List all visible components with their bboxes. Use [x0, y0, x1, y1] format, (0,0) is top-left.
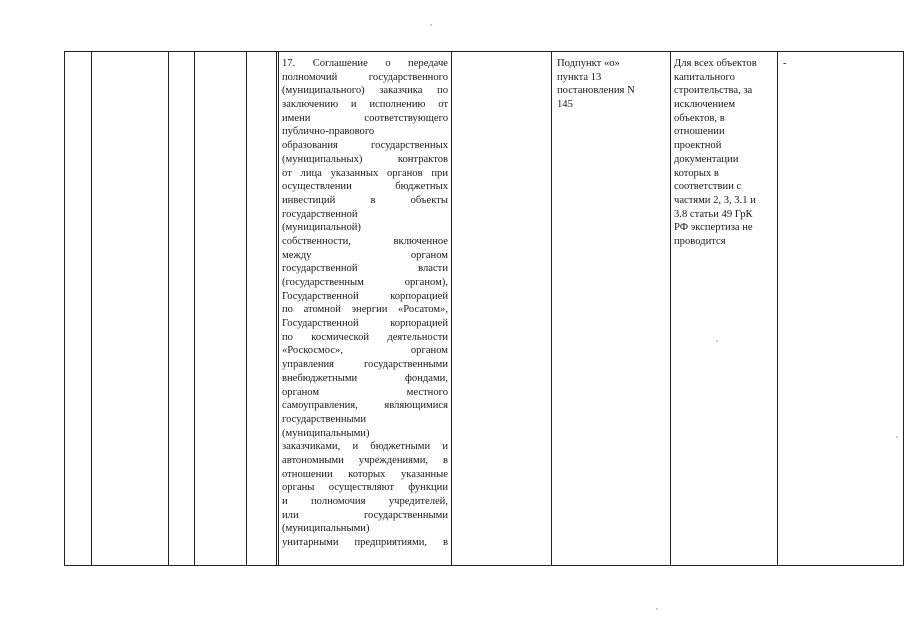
column-divider: [451, 51, 452, 566]
condition-line: частями 2, 3, 3.1 и: [674, 194, 756, 206]
description-line: «Роскосмос», органом: [282, 345, 448, 357]
description-line: образования государственных: [282, 140, 448, 152]
basis-line: постановления N: [557, 85, 635, 97]
description-line: собственности, включенное: [282, 235, 448, 247]
condition-line: проектной: [674, 140, 722, 152]
description-line: 17. Соглашение о передаче: [282, 58, 448, 69]
condition-line: соответствии с: [674, 181, 742, 193]
column-divider: [91, 51, 92, 566]
column-divider: [64, 51, 65, 566]
description-line: самоуправления, являющимися: [282, 400, 448, 412]
description-line: публично-правового: [282, 126, 375, 138]
basis-line: пункта 13: [557, 71, 602, 83]
description-line: или государственными: [282, 509, 448, 521]
description-line: Государственной корпорацией: [282, 318, 448, 330]
description-line: (муниципальных) контрактов: [282, 153, 448, 165]
scan-speck: [896, 436, 898, 438]
description-line: Государственной корпорацией: [282, 290, 448, 302]
description-line: (государственным органом),: [282, 277, 448, 288]
description-line: осуществлении бюджетных: [282, 181, 448, 193]
condition-line: РФ экспертиза не: [674, 222, 753, 234]
condition-line: исключением: [674, 99, 736, 111]
description-line: государственными: [282, 413, 367, 425]
description-line: и полномочия учредителей,: [282, 496, 448, 507]
scan-speck: [656, 608, 658, 610]
dash-mark: -: [783, 58, 787, 69]
last-column-cell: [783, 57, 803, 71]
description-line: (муниципального) заказчика по: [282, 85, 448, 97]
description-line: заключению и исполнению от: [282, 99, 448, 111]
condition-line: Для всех объектов: [674, 58, 757, 69]
description-line: по атомной энергии «Росатом»,: [282, 304, 448, 316]
column-divider: [903, 51, 904, 566]
description-line: (муниципальной): [282, 222, 361, 234]
column-divider: [551, 51, 552, 566]
description-line: отношении которых указанные: [282, 468, 448, 480]
description-line: (муниципальными): [282, 523, 370, 535]
condition-line: проводится: [674, 235, 726, 247]
condition-line: которых в: [674, 167, 719, 179]
description-line: внебюджетными фондами,: [282, 372, 448, 384]
description-line: от лица указанных органов при: [282, 167, 448, 179]
description-cell: [282, 57, 448, 550]
column-divider: [278, 51, 279, 566]
basis-line: Подпункт «о»: [557, 58, 620, 69]
column-divider: [246, 51, 247, 566]
description-line: автономными учреждениями, в: [282, 454, 448, 466]
description-line: органы осуществляют функции: [282, 482, 448, 494]
description-line: управления государственными: [282, 359, 448, 371]
condition-line: капитального: [674, 71, 735, 83]
description-line: заказчиками, и бюджетными и: [282, 441, 448, 453]
basis-line: 145: [557, 99, 573, 111]
description-line: унитарными предприятиями, в: [282, 537, 448, 549]
description-line: государственной власти: [282, 263, 448, 275]
description-line: государственной: [282, 208, 358, 220]
condition-line: строительства, за: [674, 85, 753, 97]
condition-line: документации: [674, 153, 739, 165]
description-line: имени соответствующего: [282, 112, 448, 124]
column-divider: [194, 51, 195, 566]
column-divider: [168, 51, 169, 566]
column-divider: [670, 51, 671, 566]
description-line: полномочий государственного: [282, 71, 448, 83]
condition-line: объектов, в: [674, 112, 725, 124]
condition-line: отношении: [674, 126, 725, 138]
description-line: по космической деятельности: [282, 331, 448, 343]
condition-cell: [674, 57, 779, 249]
description-line: (муниципальными): [282, 427, 370, 439]
scan-speck: [430, 24, 432, 26]
description-line: органом местного: [282, 386, 448, 398]
basis-cell: [557, 57, 667, 112]
description-line: инвестиций в объекты: [282, 194, 448, 206]
description-line: между органом: [282, 249, 448, 261]
column-divider: [276, 51, 277, 566]
scan-speck: [716, 340, 718, 342]
condition-line: 3.8 статьи 49 ГрК: [674, 208, 753, 220]
